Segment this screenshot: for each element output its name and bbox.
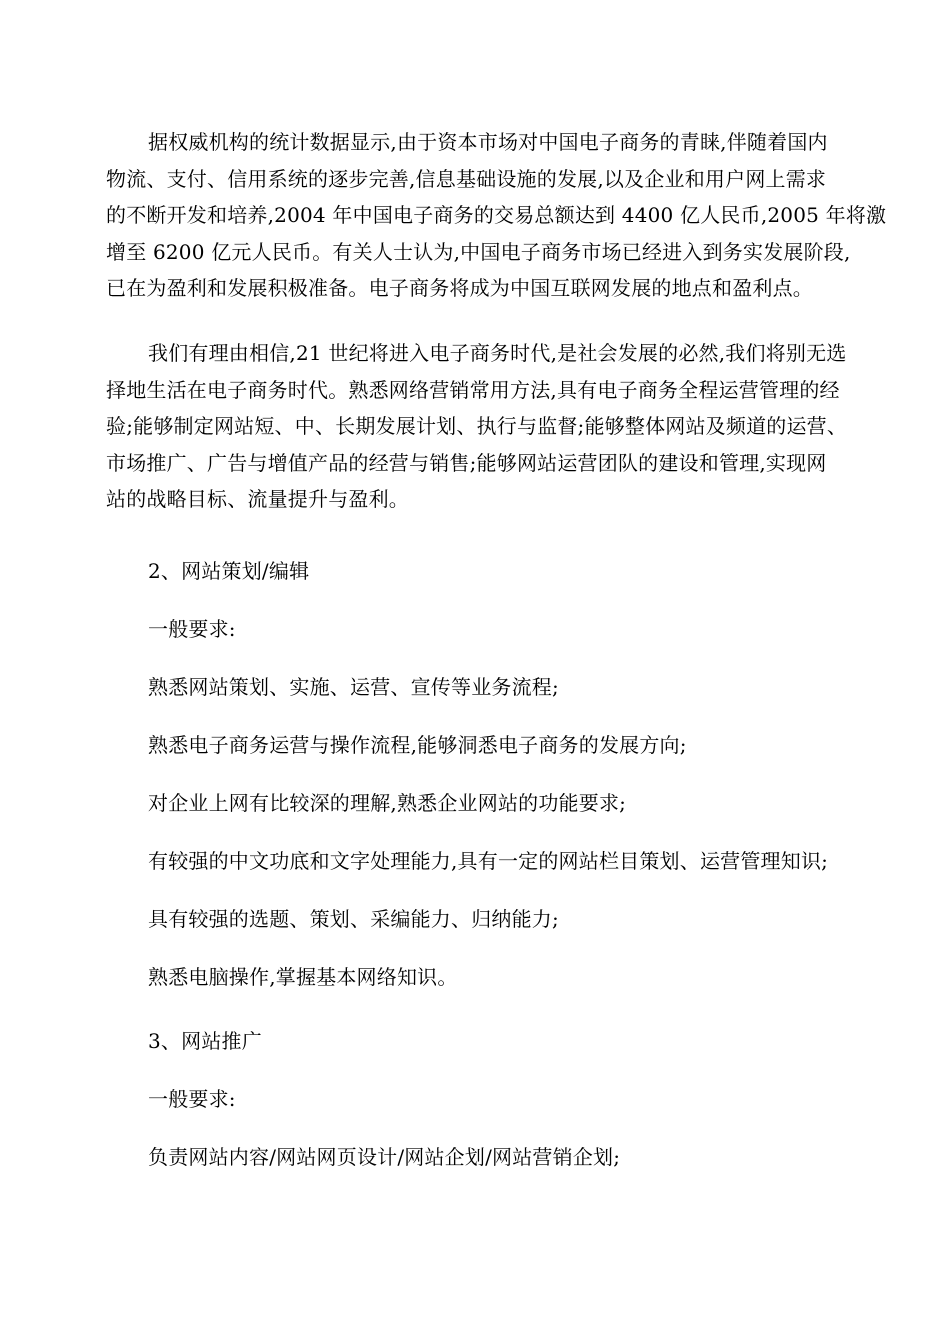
requirement-item: 有较强的中文功底和文字处理能力,具有一定的网站栏目策划、运营管理知识; <box>148 849 829 873</box>
section-heading: 2、网站策划/编辑 <box>148 559 310 583</box>
requirement-item: 负责网站内容/网站网页设计/网站企划/网站营销企划; <box>148 1145 621 1169</box>
paragraph-line: 的不断开发和培养,2004 年中国电子商务的交易总额达到 4400 亿人民币,2005 年将激 <box>106 203 887 227</box>
requirement-item: 熟悉电脑操作,掌握基本网络知识。 <box>148 965 458 989</box>
paragraph-line: 据权威机构的统计数据显示,由于资本市场对中国电子商务的青睐,伴随着国内 <box>148 130 828 154</box>
paragraph-line: 验;能够制定网站短、中、长期发展计划、执行与监督;能够整体网站及频道的运营、 <box>106 414 848 438</box>
paragraph-line: 物流、支付、信用系统的逐步完善,信息基础设施的发展,以及企业和用户网上需求 <box>106 166 827 191</box>
paragraph-line: 站的战略目标、流量提升与盈利。 <box>106 487 409 511</box>
intro-paragraph <box>106 124 887 307</box>
paragraph-line: 我们有理由相信,21 世纪将进入电子商务时代,是社会发展的必然,我们将别无选 <box>148 341 847 365</box>
requirement-item: 具有较强的选题、策划、采编能力、归纳能力; <box>148 907 559 931</box>
ecommerce-era-paragraph <box>106 335 846 518</box>
requirements-label: 一般要求: <box>148 1087 236 1111</box>
paragraph-line: 市场推广、广告与增值产品的经营与销售;能够网站运营团队的建设和管理,实现网 <box>106 450 827 475</box>
requirement-item: 熟悉电子商务运营与操作流程,能够洞悉电子商务的发展方向; <box>148 733 687 757</box>
requirement-item: 对企业上网有比较深的理解,熟悉企业网站的功能要求; <box>148 791 627 815</box>
paragraph-line: 择地生活在电子商务时代。熟悉网络营销常用方法,具有电子商务全程运营管理的经 <box>106 377 840 402</box>
requirement-item: 熟悉网站策划、实施、运营、宣传等业务流程; <box>148 675 559 699</box>
requirements-label: 一般要求: <box>148 617 236 641</box>
paragraph-line: 已在为盈利和发展积极准备。电子商务将成为中国互联网发展的地点和盈利点。 <box>106 276 813 300</box>
paragraph-line: 增至 6200 亿元人民币。有关人士认为,中国电子商务市场已经进入到务实发展阶段, <box>106 239 851 264</box>
section-heading: 3、网站推广 <box>148 1029 262 1053</box>
